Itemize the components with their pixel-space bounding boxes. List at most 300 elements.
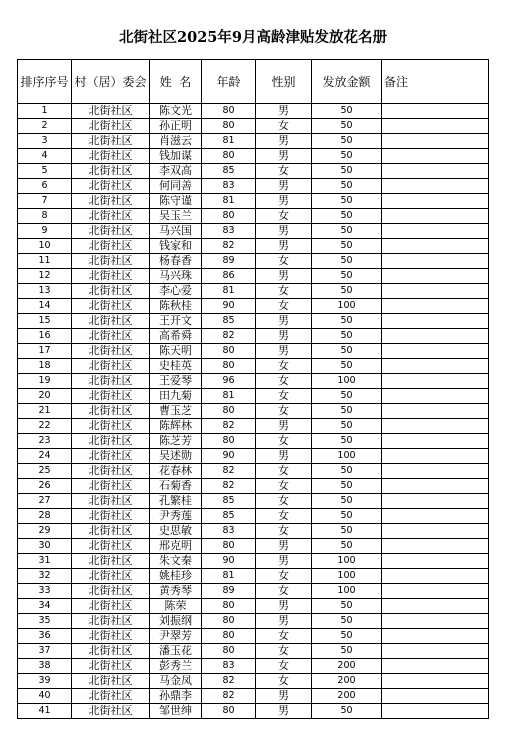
cell-name: 邢克明 (150, 539, 202, 554)
cell-age: 80 (202, 149, 256, 164)
cell-village: 北街社区 (72, 629, 150, 644)
cell-note (382, 194, 489, 209)
cell-seq: 34 (18, 599, 72, 614)
cell-amount: 50 (312, 434, 382, 449)
subsidy-table (17, 59, 489, 719)
cell-age: 80 (202, 539, 256, 554)
table-row (18, 704, 489, 719)
cell-village: 北街社区 (72, 269, 150, 284)
cell-name: 曹玉芝 (150, 404, 202, 419)
cell-amount: 50 (312, 254, 382, 269)
cell-village: 北街社区 (72, 284, 150, 299)
cell-gender: 男 (256, 194, 312, 209)
table-row (18, 134, 489, 149)
cell-gender: 男 (256, 539, 312, 554)
cell-amount: 50 (312, 239, 382, 254)
cell-village: 北街社区 (72, 569, 150, 584)
cell-note (382, 689, 489, 704)
cell-gender: 女 (256, 584, 312, 599)
cell-age: 89 (202, 254, 256, 269)
cell-age: 81 (202, 194, 256, 209)
cell-note (382, 254, 489, 269)
cell-seq: 13 (18, 284, 72, 299)
cell-note (382, 644, 489, 659)
cell-age: 90 (202, 299, 256, 314)
cell-note (382, 419, 489, 434)
cell-gender: 女 (256, 299, 312, 314)
cell-amount: 100 (312, 449, 382, 464)
cell-village: 北街社区 (72, 239, 150, 254)
cell-name: 马金凤 (150, 674, 202, 689)
cell-seq: 15 (18, 314, 72, 329)
cell-gender: 男 (256, 104, 312, 119)
cell-amount: 50 (312, 149, 382, 164)
cell-note (382, 524, 489, 539)
cell-village: 北街社区 (72, 434, 150, 449)
cell-village: 北街社区 (72, 599, 150, 614)
cell-amount: 50 (312, 164, 382, 179)
cell-age: 82 (202, 464, 256, 479)
cell-gender: 女 (256, 434, 312, 449)
cell-village: 北街社区 (72, 479, 150, 494)
cell-gender: 女 (256, 389, 312, 404)
table-row (18, 389, 489, 404)
cell-name: 何同善 (150, 179, 202, 194)
cell-seq: 10 (18, 239, 72, 254)
cell-name: 王爱琴 (150, 374, 202, 389)
table-row (18, 329, 489, 344)
table-row (18, 299, 489, 314)
cell-name: 姚桂珍 (150, 569, 202, 584)
cell-seq: 30 (18, 539, 72, 554)
table-row (18, 359, 489, 374)
cell-amount: 50 (312, 209, 382, 224)
cell-gender: 女 (256, 284, 312, 299)
cell-seq: 9 (18, 224, 72, 239)
cell-seq: 39 (18, 674, 72, 689)
cell-note (382, 374, 489, 389)
cell-age: 90 (202, 449, 256, 464)
header-note: 备注 (382, 60, 489, 104)
cell-village: 北街社区 (72, 254, 150, 269)
cell-name: 刘振纲 (150, 614, 202, 629)
cell-age: 96 (202, 374, 256, 389)
table-header-row (18, 60, 489, 104)
cell-gender: 男 (256, 689, 312, 704)
cell-note (382, 404, 489, 419)
cell-name: 孙鼎李 (150, 689, 202, 704)
cell-village: 北街社区 (72, 119, 150, 134)
document-title: 北街社区2025年9月高龄津贴发放花名册 (119, 29, 387, 46)
cell-age: 83 (202, 659, 256, 674)
cell-gender: 女 (256, 629, 312, 644)
cell-seq: 32 (18, 569, 72, 584)
cell-name: 孔繁桂 (150, 494, 202, 509)
cell-village: 北街社区 (72, 464, 150, 479)
cell-seq: 19 (18, 374, 72, 389)
cell-village: 北街社区 (72, 449, 150, 464)
header-village: 村（居）委会 (72, 60, 150, 104)
cell-seq: 33 (18, 584, 72, 599)
cell-gender: 男 (256, 704, 312, 719)
table-row (18, 599, 489, 614)
table-row (18, 194, 489, 209)
cell-note (382, 209, 489, 224)
cell-age: 81 (202, 284, 256, 299)
cell-age: 82 (202, 329, 256, 344)
cell-seq: 40 (18, 689, 72, 704)
cell-seq: 37 (18, 644, 72, 659)
cell-amount: 50 (312, 704, 382, 719)
cell-name: 尹翠芳 (150, 629, 202, 644)
cell-seq: 8 (18, 209, 72, 224)
table-row (18, 179, 489, 194)
cell-note (382, 554, 489, 569)
cell-amount: 100 (312, 299, 382, 314)
cell-age: 85 (202, 509, 256, 524)
cell-name: 史桂英 (150, 359, 202, 374)
cell-note (382, 614, 489, 629)
cell-gender: 男 (256, 269, 312, 284)
cell-age: 85 (202, 164, 256, 179)
cell-village: 北街社区 (72, 299, 150, 314)
cell-seq: 26 (18, 479, 72, 494)
cell-village: 北街社区 (72, 539, 150, 554)
cell-note (382, 224, 489, 239)
cell-name: 陈辉林 (150, 419, 202, 434)
cell-name: 黄秀琴 (150, 584, 202, 599)
cell-gender: 女 (256, 644, 312, 659)
cell-name: 陈芝芳 (150, 434, 202, 449)
cell-age: 80 (202, 644, 256, 659)
cell-age: 83 (202, 224, 256, 239)
cell-gender: 女 (256, 164, 312, 179)
cell-age: 83 (202, 179, 256, 194)
table-row (18, 284, 489, 299)
cell-note (382, 119, 489, 134)
cell-note (382, 509, 489, 524)
cell-amount: 100 (312, 584, 382, 599)
cell-note (382, 629, 489, 644)
cell-amount: 50 (312, 404, 382, 419)
cell-seq: 25 (18, 464, 72, 479)
cell-age: 82 (202, 419, 256, 434)
table-row (18, 689, 489, 704)
cell-name: 尹秀莲 (150, 509, 202, 524)
cell-amount: 50 (312, 599, 382, 614)
cell-name: 马兴珠 (150, 269, 202, 284)
cell-seq: 7 (18, 194, 72, 209)
cell-seq: 18 (18, 359, 72, 374)
cell-village: 北街社区 (72, 374, 150, 389)
table-row (18, 224, 489, 239)
cell-village: 北街社区 (72, 359, 150, 374)
cell-seq: 23 (18, 434, 72, 449)
cell-gender: 女 (256, 359, 312, 374)
cell-note (382, 494, 489, 509)
cell-gender: 男 (256, 314, 312, 329)
cell-seq: 38 (18, 659, 72, 674)
cell-amount: 50 (312, 539, 382, 554)
table-row (18, 569, 489, 584)
cell-amount: 50 (312, 479, 382, 494)
cell-age: 82 (202, 689, 256, 704)
cell-amount: 50 (312, 119, 382, 134)
cell-name: 马兴国 (150, 224, 202, 239)
cell-seq: 20 (18, 389, 72, 404)
cell-note (382, 389, 489, 404)
cell-seq: 35 (18, 614, 72, 629)
cell-name: 邹世绅 (150, 704, 202, 719)
cell-name: 朱文秦 (150, 554, 202, 569)
cell-name: 陈秋桂 (150, 299, 202, 314)
cell-amount: 50 (312, 524, 382, 539)
cell-gender: 男 (256, 419, 312, 434)
cell-age: 82 (202, 239, 256, 254)
cell-note (382, 284, 489, 299)
cell-note (382, 479, 489, 494)
header-gender: 性别 (256, 60, 312, 104)
cell-amount: 50 (312, 224, 382, 239)
cell-seq: 21 (18, 404, 72, 419)
table-row (18, 524, 489, 539)
cell-note (382, 269, 489, 284)
table-row (18, 374, 489, 389)
cell-seq: 2 (18, 119, 72, 134)
cell-note (382, 584, 489, 599)
cell-note (382, 134, 489, 149)
cell-seq: 29 (18, 524, 72, 539)
table-row (18, 464, 489, 479)
cell-seq: 28 (18, 509, 72, 524)
cell-name: 杨春香 (150, 254, 202, 269)
cell-gender: 女 (256, 479, 312, 494)
cell-note (382, 599, 489, 614)
cell-note (382, 359, 489, 374)
cell-village: 北街社区 (72, 389, 150, 404)
cell-village: 北街社区 (72, 674, 150, 689)
cell-name: 孙正明 (150, 119, 202, 134)
cell-gender: 女 (256, 119, 312, 134)
cell-amount: 50 (312, 104, 382, 119)
cell-note (382, 344, 489, 359)
cell-name: 田九菊 (150, 389, 202, 404)
cell-age: 82 (202, 479, 256, 494)
cell-amount: 50 (312, 329, 382, 344)
header-name: 姓 名 (150, 60, 202, 104)
cell-gender: 男 (256, 449, 312, 464)
cell-name: 李心爱 (150, 284, 202, 299)
cell-seq: 11 (18, 254, 72, 269)
cell-age: 80 (202, 359, 256, 374)
table-row (18, 554, 489, 569)
cell-seq: 5 (18, 164, 72, 179)
cell-amount: 200 (312, 689, 382, 704)
cell-village: 北街社区 (72, 644, 150, 659)
cell-age: 80 (202, 104, 256, 119)
cell-name: 潘玉花 (150, 644, 202, 659)
cell-age: 81 (202, 569, 256, 584)
cell-seq: 3 (18, 134, 72, 149)
cell-note (382, 449, 489, 464)
cell-seq: 16 (18, 329, 72, 344)
cell-note (382, 464, 489, 479)
cell-name: 钱加谋 (150, 149, 202, 164)
cell-age: 80 (202, 614, 256, 629)
cell-amount: 50 (312, 269, 382, 284)
cell-village: 北街社区 (72, 689, 150, 704)
cell-amount: 50 (312, 509, 382, 524)
cell-village: 北街社区 (72, 209, 150, 224)
cell-name: 李双高 (150, 164, 202, 179)
cell-gender: 女 (256, 209, 312, 224)
table-row (18, 314, 489, 329)
cell-seq: 17 (18, 344, 72, 359)
cell-note (382, 299, 489, 314)
cell-name: 陈荣 (150, 599, 202, 614)
cell-age: 89 (202, 584, 256, 599)
cell-gender: 女 (256, 659, 312, 674)
cell-amount: 50 (312, 179, 382, 194)
cell-gender: 女 (256, 569, 312, 584)
cell-note (382, 674, 489, 689)
cell-gender: 男 (256, 554, 312, 569)
cell-name: 花春林 (150, 464, 202, 479)
cell-seq: 27 (18, 494, 72, 509)
header-amount: 发放金额 (312, 60, 382, 104)
cell-village: 北街社区 (72, 554, 150, 569)
cell-village: 北街社区 (72, 524, 150, 539)
cell-village: 北街社区 (72, 194, 150, 209)
cell-village: 北街社区 (72, 494, 150, 509)
cell-gender: 男 (256, 239, 312, 254)
cell-age: 85 (202, 494, 256, 509)
cell-age: 90 (202, 554, 256, 569)
cell-seq: 22 (18, 419, 72, 434)
cell-age: 80 (202, 344, 256, 359)
cell-seq: 1 (18, 104, 72, 119)
cell-gender: 女 (256, 524, 312, 539)
cell-name: 钱家和 (150, 239, 202, 254)
cell-amount: 200 (312, 674, 382, 689)
table-row (18, 164, 489, 179)
cell-amount: 50 (312, 629, 382, 644)
cell-amount: 50 (312, 614, 382, 629)
table-row (18, 419, 489, 434)
cell-note (382, 239, 489, 254)
cell-amount: 200 (312, 659, 382, 674)
cell-village: 北街社区 (72, 419, 150, 434)
cell-note (382, 179, 489, 194)
cell-village: 北街社区 (72, 659, 150, 674)
cell-village: 北街社区 (72, 404, 150, 419)
table-row (18, 149, 489, 164)
cell-amount: 50 (312, 359, 382, 374)
cell-name: 高希舜 (150, 329, 202, 344)
table-row (18, 674, 489, 689)
cell-gender: 女 (256, 254, 312, 269)
cell-gender: 男 (256, 224, 312, 239)
cell-amount: 50 (312, 284, 382, 299)
cell-seq: 24 (18, 449, 72, 464)
cell-village: 北街社区 (72, 314, 150, 329)
cell-age: 83 (202, 524, 256, 539)
table-row (18, 584, 489, 599)
table-row (18, 344, 489, 359)
table-row (18, 479, 489, 494)
cell-note (382, 104, 489, 119)
cell-name: 陈天明 (150, 344, 202, 359)
cell-gender: 女 (256, 404, 312, 419)
cell-name: 史思敏 (150, 524, 202, 539)
cell-gender: 女 (256, 374, 312, 389)
table-row (18, 494, 489, 509)
cell-village: 北街社区 (72, 179, 150, 194)
header-age: 年龄 (202, 60, 256, 104)
cell-note (382, 569, 489, 584)
table-row (18, 644, 489, 659)
cell-amount: 50 (312, 464, 382, 479)
cell-seq: 31 (18, 554, 72, 569)
cell-gender: 男 (256, 329, 312, 344)
table-row (18, 209, 489, 224)
table-row (18, 269, 489, 284)
cell-name: 吴玉兰 (150, 209, 202, 224)
table-row (18, 629, 489, 644)
cell-amount: 100 (312, 554, 382, 569)
cell-village: 北街社区 (72, 164, 150, 179)
cell-age: 80 (202, 434, 256, 449)
table-row (18, 659, 489, 674)
cell-note (382, 434, 489, 449)
cell-note (382, 164, 489, 179)
cell-name: 陈守谨 (150, 194, 202, 209)
cell-amount: 100 (312, 374, 382, 389)
cell-seq: 36 (18, 629, 72, 644)
cell-village: 北街社区 (72, 104, 150, 119)
cell-gender: 女 (256, 464, 312, 479)
table-row (18, 119, 489, 134)
cell-amount: 50 (312, 389, 382, 404)
cell-seq: 14 (18, 299, 72, 314)
table-row (18, 434, 489, 449)
cell-amount: 50 (312, 494, 382, 509)
cell-seq: 6 (18, 179, 72, 194)
table-row (18, 239, 489, 254)
cell-name: 陈文光 (150, 104, 202, 119)
cell-age: 80 (202, 704, 256, 719)
cell-age: 85 (202, 314, 256, 329)
cell-village: 北街社区 (72, 584, 150, 599)
cell-seq: 41 (18, 704, 72, 719)
table-row (18, 404, 489, 419)
cell-amount: 100 (312, 569, 382, 584)
cell-note (382, 329, 489, 344)
table-row (18, 509, 489, 524)
cell-gender: 女 (256, 674, 312, 689)
cell-age: 80 (202, 209, 256, 224)
cell-amount: 50 (312, 644, 382, 659)
cell-name: 彭秀兰 (150, 659, 202, 674)
cell-seq: 4 (18, 149, 72, 164)
cell-note (382, 704, 489, 719)
table-row (18, 614, 489, 629)
cell-note (382, 539, 489, 554)
cell-note (382, 659, 489, 674)
cell-gender: 男 (256, 149, 312, 164)
table-row (18, 104, 489, 119)
cell-gender: 男 (256, 614, 312, 629)
